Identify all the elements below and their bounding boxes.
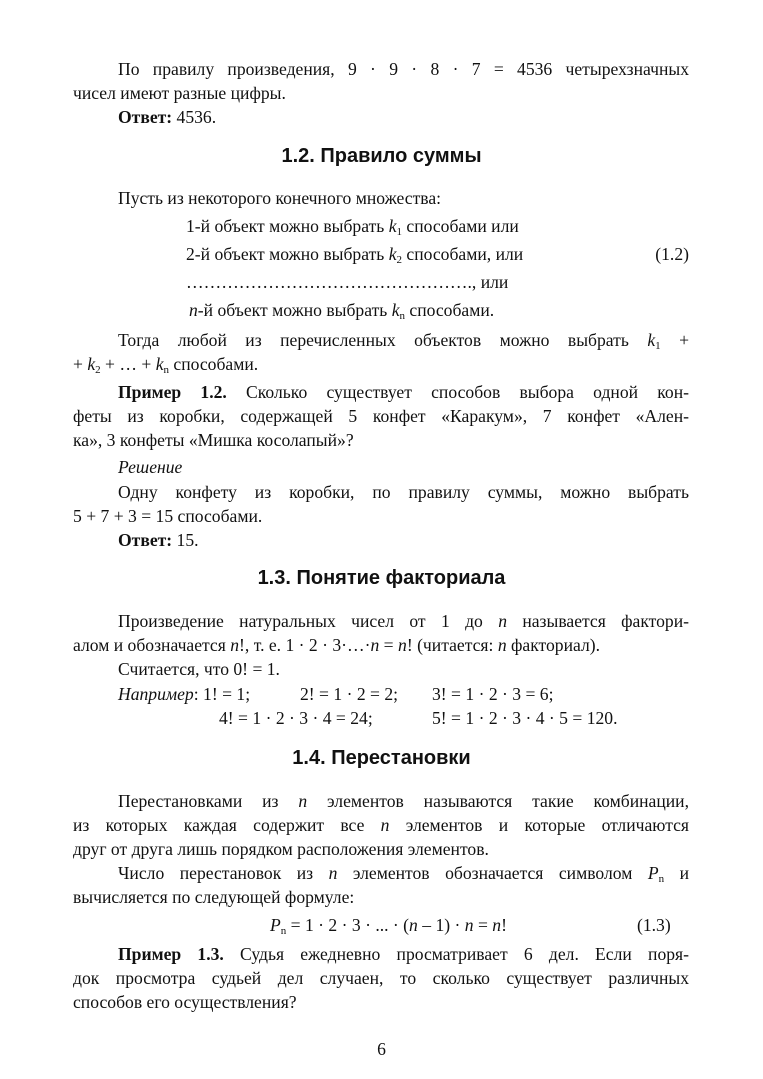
paragraph-line: алом и обозначается n!, т. е. 1 · 2 · 3·…·n = n! (читается: n факториал). — [73, 635, 600, 655]
paragraph-line: По правилу произведения, 9 · 9 · 8 · 7 = 4536 четырехзначных — [118, 59, 689, 79]
paragraph-line: док просмотра судьей дел случаен, то сколько существует различных — [73, 968, 689, 988]
list-item: …………………………………………., или — [186, 272, 509, 292]
paragraph-line: друг от друга лишь порядком расположения элементов. — [73, 839, 489, 859]
list-item: n-й объект можно выбрать $k_n$ способами. — [189, 300, 495, 322]
paragraph-line: Пример 1.3. Судья ежедневно просматривает 6 дел. Если поря- — [118, 944, 689, 964]
formula: 5! = 1 · 2 · 3 · 4 · 5 = 120. — [432, 708, 618, 728]
paragraph-line: Пример 1.2. Сколько существует способов выбора одной кон- — [118, 382, 689, 402]
paragraph-line: чисел имеют разные цифры. — [73, 83, 286, 103]
equation-number: (1.2) — [655, 244, 689, 264]
equation-number: (1.3) — [637, 915, 671, 935]
paragraph-line: Одну конфету из коробки, по правилу суммы, можно выбрать — [118, 482, 689, 502]
paragraph-line: 5 + 7 + 3 = 15 способами. — [73, 506, 263, 526]
answer-line: Ответ: 4536. — [118, 107, 217, 127]
section-heading: 1.4. Перестановки — [292, 747, 471, 769]
formula: $P_n = 1 \cdot 2 \cdot 3$ · ... · (n – 1) · n = n! — [270, 915, 507, 937]
section-heading: 1.2. Правило суммы — [281, 145, 482, 167]
formula-line: Например: 1! = 1; — [118, 684, 251, 704]
formula: 4! = 1 · 2 · 3 · 4 = 24; — [219, 708, 373, 728]
formula: 3! = 1 · 2 · 3 = 6; — [432, 684, 554, 704]
paragraph-line: Пусть из некоторого конечного множества: — [118, 188, 442, 208]
paragraph-line: + $k_2$ + … + $k_n$ способами. — [73, 354, 259, 376]
paragraph-line: Произведение натуральных чисел от 1 до n называется фактори- — [118, 611, 690, 631]
paragraph-line: вычисляется по следующей формуле: — [73, 887, 355, 907]
paragraph-line: Тогда любой из перечисленных объектов можно выбрать $k_1$ + — [118, 330, 689, 352]
answer-line: Ответ: 15. — [118, 530, 199, 550]
paragraph-line: ка», 3 конфеты «Мишка косолапый»? — [73, 430, 354, 450]
paragraph-line: Считается, что 0! = 1. — [118, 659, 280, 679]
paragraph-line: феты из коробки, содержащей 5 конфет «Каракум», 7 конфет «Ален- — [73, 406, 689, 426]
list-item: 1-й объект можно выбрать $k_1$ способами или — [186, 216, 519, 238]
paragraph-line: из которых каждая содержит все n элементов и которые отличаются — [73, 815, 689, 835]
section-heading: 1.3. Понятие факториала — [257, 567, 506, 589]
formula: 2! = 1 · 2 = 2; — [300, 684, 399, 704]
solution-label: Решение — [118, 457, 183, 477]
paragraph-line: способов его осуществления? — [73, 992, 297, 1012]
page-number: 6 — [377, 1039, 386, 1059]
list-item: 2-й объект можно выбрать $k_2$ способами, или (1.2) — [186, 244, 689, 266]
paragraph-line: Число перестановок из n элементов обозначается символом $P_n$ и — [118, 863, 689, 885]
paragraph-line: Перестановками из n элементов называются такие комбинации, — [118, 791, 689, 811]
